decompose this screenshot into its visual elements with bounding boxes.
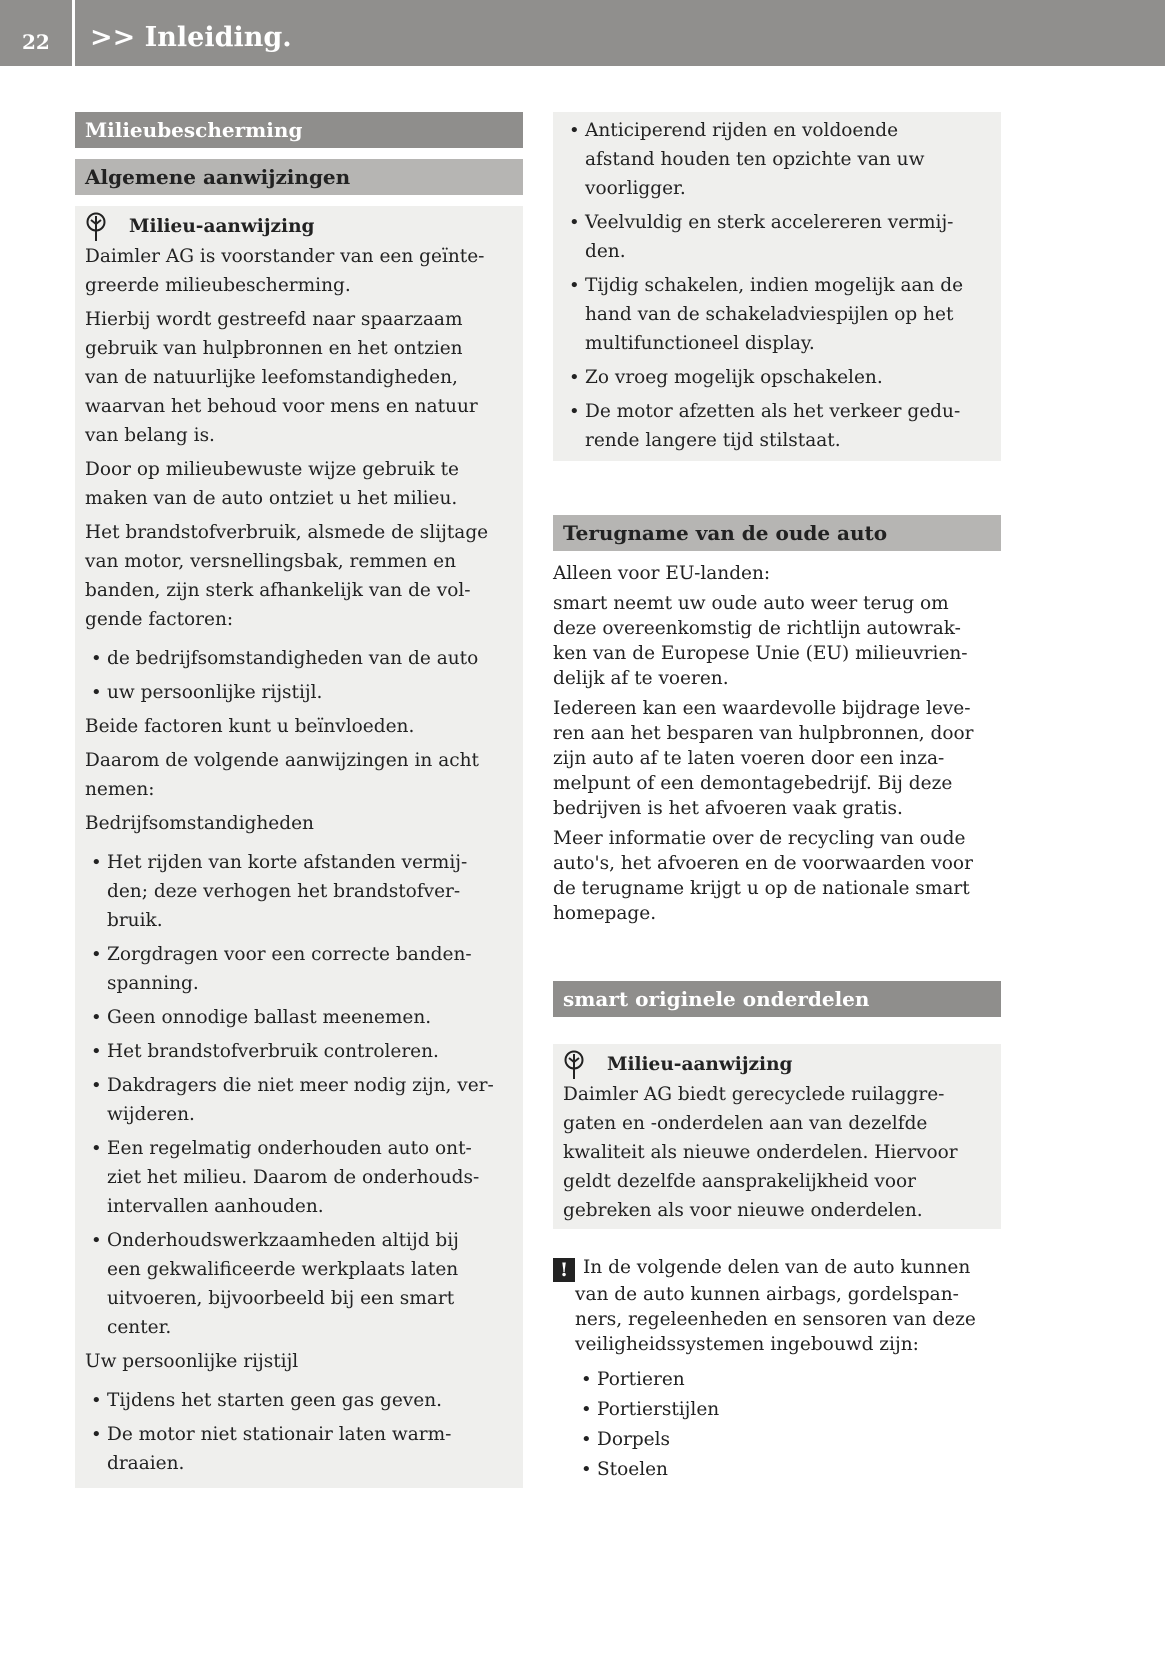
text-line: bedrijven is het afvoeren vaak gratis. <box>553 798 903 819</box>
paragraph <box>85 1347 513 1376</box>
chapter-title: >> Inleiding. <box>90 22 292 53</box>
list-item <box>85 1226 513 1342</box>
text-line: gebreken als voor nieuwe onderdelen. <box>563 1200 923 1221</box>
text-line: homepage. <box>553 903 657 924</box>
bullet-list <box>85 1386 513 1478</box>
list-item <box>575 1367 1001 1392</box>
text-line: Het brandstofverbruik, alsmede de slijtage <box>85 522 489 543</box>
list-item <box>563 116 991 203</box>
text-line: • Geen onnodige ballast meenemen. <box>107 1007 432 1028</box>
paragraph <box>553 826 1001 926</box>
text-line: center. <box>107 1317 172 1338</box>
page-number: 22 <box>22 30 50 54</box>
text-line: ners, regeleenheden en sensoren van deze <box>575 1309 976 1330</box>
text-line: Iedereen kan een waardevolle bijdrage leve- <box>553 698 971 719</box>
text-line: zijn auto af te laten voeren door een inza- <box>553 748 945 769</box>
parts-note-box <box>553 1044 1001 1229</box>
bullet-list <box>85 848 513 1342</box>
right-column <box>553 112 1001 1480</box>
header-divider <box>72 0 75 66</box>
list-item <box>85 1071 513 1129</box>
text-line: van motor, versnellingsbak, remmen en <box>85 551 457 572</box>
section-heading-parts: smart originele onderdelen <box>553 981 1001 1017</box>
text-line: • De motor niet stationair laten warm- <box>107 1424 452 1445</box>
text-line: bruik. <box>107 910 163 931</box>
text-line: • Het brandstofverbruik controleren. <box>107 1041 439 1062</box>
text-line: intervallen aanhouden. <box>107 1196 324 1217</box>
text-line: waarvan het behoud voor mens en natuur <box>85 396 478 417</box>
text-line: veiligheidssystemen ingebouwd zijn: <box>575 1334 919 1355</box>
paragraph <box>553 591 1001 691</box>
text-line: gende factoren: <box>85 609 234 630</box>
text-line: een gekwalificeerde werkplaats laten <box>107 1259 459 1280</box>
paragraph <box>85 712 513 741</box>
list-item <box>575 1457 1001 1482</box>
continued-tips-box <box>553 112 1001 461</box>
text-line: den. <box>585 241 626 262</box>
text-line: smart neemt uw oude auto weer terug om <box>553 593 949 614</box>
text-line: van belang is. <box>85 425 215 446</box>
subsection-heading: Algemene aanwijzingen <box>75 159 523 195</box>
text-line: voorligger. <box>585 178 686 199</box>
list-item <box>85 1420 513 1478</box>
left-column <box>75 112 523 1488</box>
list-item <box>85 678 513 707</box>
text-line: • Een regelmatig onderhouden auto ont- <box>107 1138 472 1159</box>
warning-text <box>553 1255 1001 1357</box>
text-line: spanning. <box>107 973 199 994</box>
text-line: • Onderhoudswerkzaamheden altijd bij <box>107 1230 459 1251</box>
text-line: auto's, het afvoeren en de voorwaarden voor <box>553 853 973 874</box>
text-line: geldt dezelfde aansprakelijkheid voor <box>563 1171 916 1192</box>
text-line: deze overeenkomstig de richtlijn autowrak- <box>553 618 961 639</box>
text-line: • Tijdig schakelen, indien mogelijk aan de <box>585 275 964 296</box>
text-line: • Stoelen <box>597 1459 668 1480</box>
text-line: • Tijdens het starten geen gas geven. <box>107 1390 442 1411</box>
text-line: • Zo vroeg mogelijk opschakelen. <box>585 367 883 388</box>
note-title: Milieu-aanwijzing <box>607 1054 793 1075</box>
paragraph <box>553 696 1001 821</box>
paragraph <box>85 305 513 450</box>
text-line: • Dorpels <box>597 1429 671 1450</box>
text-line: • de bedrijfsomstandigheden van de auto <box>107 648 479 669</box>
text-line: Hierbij wordt gestreefd naar spaarzaam <box>85 309 463 330</box>
warning-block <box>553 1255 1001 1482</box>
note-title: Milieu-aanwijzing <box>129 216 315 237</box>
text-line: de terugname krijgt u op de nationale smart <box>553 878 970 899</box>
section-heading: Milieubescherming <box>75 112 523 148</box>
warning-list <box>553 1367 1001 1482</box>
text-line: Meer informatie over de recycling van oude <box>553 828 966 849</box>
text-line <box>553 1255 1001 1282</box>
environment-note-box <box>75 206 523 1488</box>
text-line: greerde milieubescherming. <box>85 275 351 296</box>
page-header <box>0 0 1165 66</box>
text-line: • Anticiperend rijden en voldoende <box>585 120 899 141</box>
text-line: • uw persoonlijke rijstijl. <box>107 682 323 703</box>
text-line: Bedrijfsomstandigheden <box>85 813 314 834</box>
paragraph <box>85 746 513 804</box>
note-title-row <box>563 1050 991 1080</box>
list-item <box>85 644 513 673</box>
text-line: Door op milieubewuste wijze gebruik te <box>85 459 459 480</box>
list-item <box>85 1037 513 1066</box>
text-line: delijk af te voeren. <box>553 668 729 689</box>
note-title-row <box>85 212 513 242</box>
list-item <box>563 271 991 358</box>
bullet-list <box>85 644 513 707</box>
list-item <box>85 940 513 998</box>
text-line: gebruik van hulpbronnen en het ontzien <box>85 338 463 359</box>
tips-list <box>563 116 991 455</box>
text-line: nemen: <box>85 779 155 800</box>
list-item <box>563 397 991 455</box>
text-line: Alleen voor EU-landen: <box>553 563 771 584</box>
tree-icon <box>563 1050 585 1080</box>
text-line: • Zorgdragen voor een correcte banden- <box>107 944 472 965</box>
text-line: Uw persoonlijke rijstijl <box>85 1351 299 1372</box>
paragraph <box>85 809 513 838</box>
text-line: • De motor afzetten als het verkeer gedu- <box>585 401 961 422</box>
paragraph <box>85 242 513 300</box>
warning-icon: ! <box>553 1258 575 1282</box>
list-item <box>575 1397 1001 1422</box>
text-line: melpunt of een demontagebedrijf. Bij deze <box>553 773 953 794</box>
return-section-body <box>553 561 1001 926</box>
text-line: ken van de Europese Unie (EU) milieuvrien- <box>553 643 968 664</box>
paragraph <box>553 561 1001 586</box>
list-item <box>85 1003 513 1032</box>
text-line: • Veelvuldig en sterk accelereren vermij- <box>585 212 954 233</box>
text-line: hand van de schakeladviespijlen op het <box>585 304 954 325</box>
text-line: • Dakdragers die niet meer nodig zijn, ver- <box>107 1075 494 1096</box>
text-line: • Portierstijlen <box>597 1399 720 1420</box>
list-item <box>563 363 991 392</box>
text-line: gaten en -onderdelen aan van dezelfde <box>563 1113 928 1134</box>
paragraph <box>85 455 513 513</box>
text-line: Daarom de volgende aanwijzingen in acht <box>85 750 479 771</box>
list-item <box>85 1134 513 1221</box>
text-line: ziet het milieu. Daarom de onderhouds- <box>107 1167 480 1188</box>
note-body <box>563 1080 991 1225</box>
warning-text-line: In de volgende delen van de auto kunnen <box>583 1257 971 1278</box>
text-line: multifunctioneel display. <box>585 333 815 354</box>
text-line: wijderen. <box>107 1104 195 1125</box>
text-line: banden, zijn sterk afhankelijk van de vol- <box>85 580 471 601</box>
text-line: den; deze verhogen het brandstofver- <box>107 881 461 902</box>
text-line: van de natuurlijke leefomstandigheden, <box>85 367 458 388</box>
text-line: • Het rijden van korte afstanden vermij- <box>107 852 468 873</box>
text-line: Beide factoren kunt u beïnvloeden. <box>85 716 415 737</box>
note-body <box>85 242 513 1478</box>
list-item <box>575 1427 1001 1452</box>
paragraph <box>85 518 513 634</box>
text-line: uitvoeren, bijvoorbeeld bij een smart <box>107 1288 455 1309</box>
list-item <box>85 848 513 935</box>
text-line: Daimler AG is voorstander van een geïnte- <box>85 246 485 267</box>
text-line: ren aan het besparen van hulpbronnen, door <box>553 723 974 744</box>
tree-icon <box>85 212 107 242</box>
text-line: • Portieren <box>597 1369 685 1390</box>
section-heading-return: Terugname van de oude auto <box>553 515 1001 551</box>
text-line: draaien. <box>107 1453 185 1474</box>
text-line: van de auto kunnen airbags, gordelspan- <box>575 1284 959 1305</box>
text-line: Daimler AG biedt gerecyclede ruilaggre- <box>563 1084 945 1105</box>
text-line: rende langere tijd stilstaat. <box>585 430 841 451</box>
text-line: afstand houden ten opzichte van uw <box>585 149 925 170</box>
list-item <box>85 1386 513 1415</box>
text-line: maken van de auto ontziet u het milieu. <box>85 488 458 509</box>
text-line: kwaliteit als nieuwe onderdelen. Hiervoor <box>563 1142 958 1163</box>
list-item <box>563 208 991 266</box>
